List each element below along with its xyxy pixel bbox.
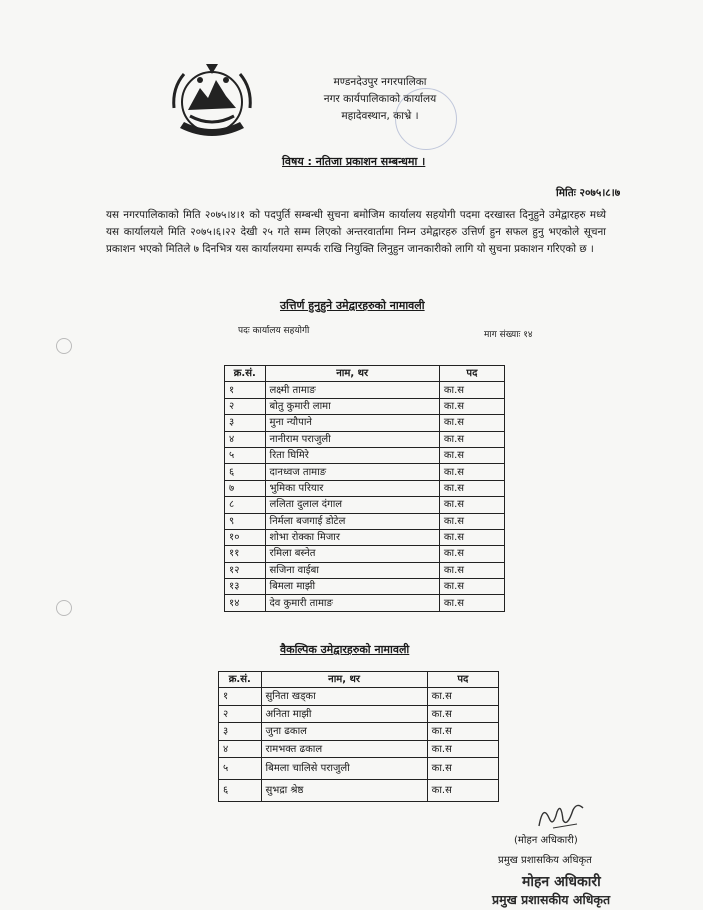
table-row xyxy=(219,723,499,741)
cell-sn: ११ xyxy=(225,546,266,562)
cell-post: का.स xyxy=(427,688,498,706)
table-row xyxy=(219,780,499,802)
cell-name: देव कुमारी तामाङ xyxy=(265,595,439,611)
cell-name: सजिना वाईबा xyxy=(265,562,439,578)
table-row xyxy=(225,529,505,545)
table-header-row xyxy=(219,672,499,688)
table-row xyxy=(225,480,505,496)
table-row xyxy=(225,546,505,562)
table-row xyxy=(225,398,505,414)
cell-name: दानध्वज तामाङ xyxy=(265,464,439,480)
nepal-emblem-icon xyxy=(170,58,254,142)
municipality-name: मण्डनदेउपुर नगरपालिका xyxy=(333,76,427,88)
column-header-sn: क्र.सं. xyxy=(225,366,266,382)
cell-post: का.स xyxy=(439,464,504,480)
cell-sn: २ xyxy=(219,705,262,723)
signatory-title: प्रमुख प्रशासकिय अधिकृत xyxy=(498,855,592,866)
cell-post: का.स xyxy=(427,723,498,741)
alternate-list-title: वैकल्पिक उमेद्वारहरुको नामावली xyxy=(280,643,410,656)
cell-post: का.स xyxy=(427,705,498,723)
cell-sn: ६ xyxy=(225,464,266,480)
table-row xyxy=(225,497,505,513)
cell-name: सुनिता खड्का xyxy=(261,688,427,706)
cell-name: शोभा रोक्का मिजार xyxy=(265,529,439,545)
cell-name: बिमला माझी xyxy=(265,579,439,595)
cell-name: अनिता माझी xyxy=(261,705,427,723)
notice-date: मितिः २०७५।८।७ xyxy=(556,187,621,199)
cell-name: बोतु कुमारी लामा xyxy=(265,398,439,414)
signatory-name: (मोहन अधिकारी) xyxy=(514,835,578,846)
column-header-post: पद xyxy=(427,672,498,688)
cell-post: का.स xyxy=(439,431,504,447)
cell-post: का.स xyxy=(439,595,504,611)
cell-name: रामभक्त ढकाल xyxy=(261,740,427,758)
cell-sn: ८ xyxy=(225,497,266,513)
table-row xyxy=(225,513,505,529)
cell-sn: १ xyxy=(219,688,262,706)
cell-sn: ६ xyxy=(219,780,262,802)
cell-name: रिता घिमिरे xyxy=(265,447,439,463)
cell-name: जुना ढकाल xyxy=(261,723,427,741)
cell-sn: ३ xyxy=(225,415,266,431)
cell-post: का.स xyxy=(439,513,504,529)
table-row xyxy=(225,579,505,595)
cell-sn: २ xyxy=(225,398,266,414)
cell-post: का.स xyxy=(439,447,504,463)
punch-hole xyxy=(56,338,72,354)
cell-name: भुमिका परियार xyxy=(265,480,439,496)
cell-post: का.स xyxy=(439,497,504,513)
cell-name: रमिला बस्नेत xyxy=(265,546,439,562)
cell-name: सुभद्रा श्रेष्ठ xyxy=(261,780,427,802)
office-header xyxy=(300,74,460,125)
cell-sn: १४ xyxy=(225,595,266,611)
cell-sn: ५ xyxy=(219,758,262,780)
notice-body: यस नगरपालिकाको मिति २०७५।४।१ को पदपुर्ति सम्बन्धी सुचना बमोजिम कार्यालय सहयोगी पदमा दरखास्त दिनुहुने उमेद्वारहरु मध्ये यस कार्यालयले मिति २०७५।६।२२ देखी २५ गते सम्म लिएको अन्तरवार्तामा निम्न उमेद्वारहरु उत्तिर्ण हुन सफल हुनु भएकोले सूचना प्रकाशन भएको मितिले ७ दिनभित्र यस कार्यालयमा सम्पर्क राखि नियुक्ति लिनुहुन जानकारीको लागि यो सुचना प्रकाशन गरिएको छ । xyxy=(106,209,606,255)
cell-post: का.स xyxy=(439,546,504,562)
cell-name: नानीराम पराजुली xyxy=(265,431,439,447)
table-row xyxy=(219,705,499,723)
table-row xyxy=(219,740,499,758)
passed-candidates-table xyxy=(224,365,505,612)
cell-post: का.स xyxy=(439,480,504,496)
cell-name: मुना न्यौपाने xyxy=(265,415,439,431)
signature-scribble xyxy=(533,798,589,832)
cell-post: का.स xyxy=(427,740,498,758)
table-row xyxy=(225,595,505,611)
table-row xyxy=(225,415,505,431)
column-header-name: नाम, थर xyxy=(261,672,427,688)
table-row xyxy=(219,758,499,780)
table-row xyxy=(219,688,499,706)
table-row xyxy=(225,382,505,398)
table-header-row xyxy=(225,366,505,382)
cell-name: बिमला चालिसे पराजुली xyxy=(261,758,427,780)
cell-name: लक्ष्मी तामाङ xyxy=(265,382,439,398)
cell-post: का.स xyxy=(439,382,504,398)
cell-sn: ७ xyxy=(225,480,266,496)
table-row xyxy=(225,431,505,447)
demand-count: माग संख्याः १४ xyxy=(484,330,533,340)
cell-name: ललिता दुलाल दंगाल xyxy=(265,497,439,513)
cell-sn: १० xyxy=(225,529,266,545)
stamp-title: प्रमुख प्रशासकीय अधिकृत xyxy=(492,892,611,907)
office-name: नगर कार्यपालिकाको कार्यालय xyxy=(323,93,437,105)
passed-list-title: उत्तिर्ण हुनुहुने उमेद्वारहरुको नामावली xyxy=(280,299,425,312)
column-header-sn: क्र.सं. xyxy=(219,672,262,688)
cell-post: का.स xyxy=(439,529,504,545)
office-address: महादेवस्थान, काभ्रे । xyxy=(341,110,419,122)
cell-sn: १२ xyxy=(225,562,266,578)
stamp-name: मोहन अधिकारी xyxy=(522,874,601,890)
table-row xyxy=(225,562,505,578)
cell-sn: १ xyxy=(225,382,266,398)
column-header-name: नाम, थर xyxy=(265,366,439,382)
cell-sn: ३ xyxy=(219,723,262,741)
cell-post: का.स xyxy=(439,562,504,578)
punch-hole xyxy=(56,600,72,616)
cell-post: का.स xyxy=(439,398,504,414)
cell-post: का.स xyxy=(427,780,498,802)
cell-sn: ४ xyxy=(225,431,266,447)
cell-sn: १३ xyxy=(225,579,266,595)
cell-post: का.स xyxy=(439,579,504,595)
cell-sn: ९ xyxy=(225,513,266,529)
cell-sn: ४ xyxy=(219,740,262,758)
cell-post: का.स xyxy=(427,758,498,780)
column-header-post: पद xyxy=(439,366,504,382)
cell-name: निर्मला बजगाई डोटेल xyxy=(265,513,439,529)
table-row xyxy=(225,447,505,463)
cell-sn: ५ xyxy=(225,447,266,463)
post-label: पदः कार्यालय सहयोगी xyxy=(238,326,310,336)
alternate-candidates-table xyxy=(218,671,499,802)
cell-post: का.स xyxy=(439,415,504,431)
table-row xyxy=(225,464,505,480)
subject-line: विषय : नतिजा प्रकाशन सम्बन्धमा । xyxy=(282,155,426,168)
